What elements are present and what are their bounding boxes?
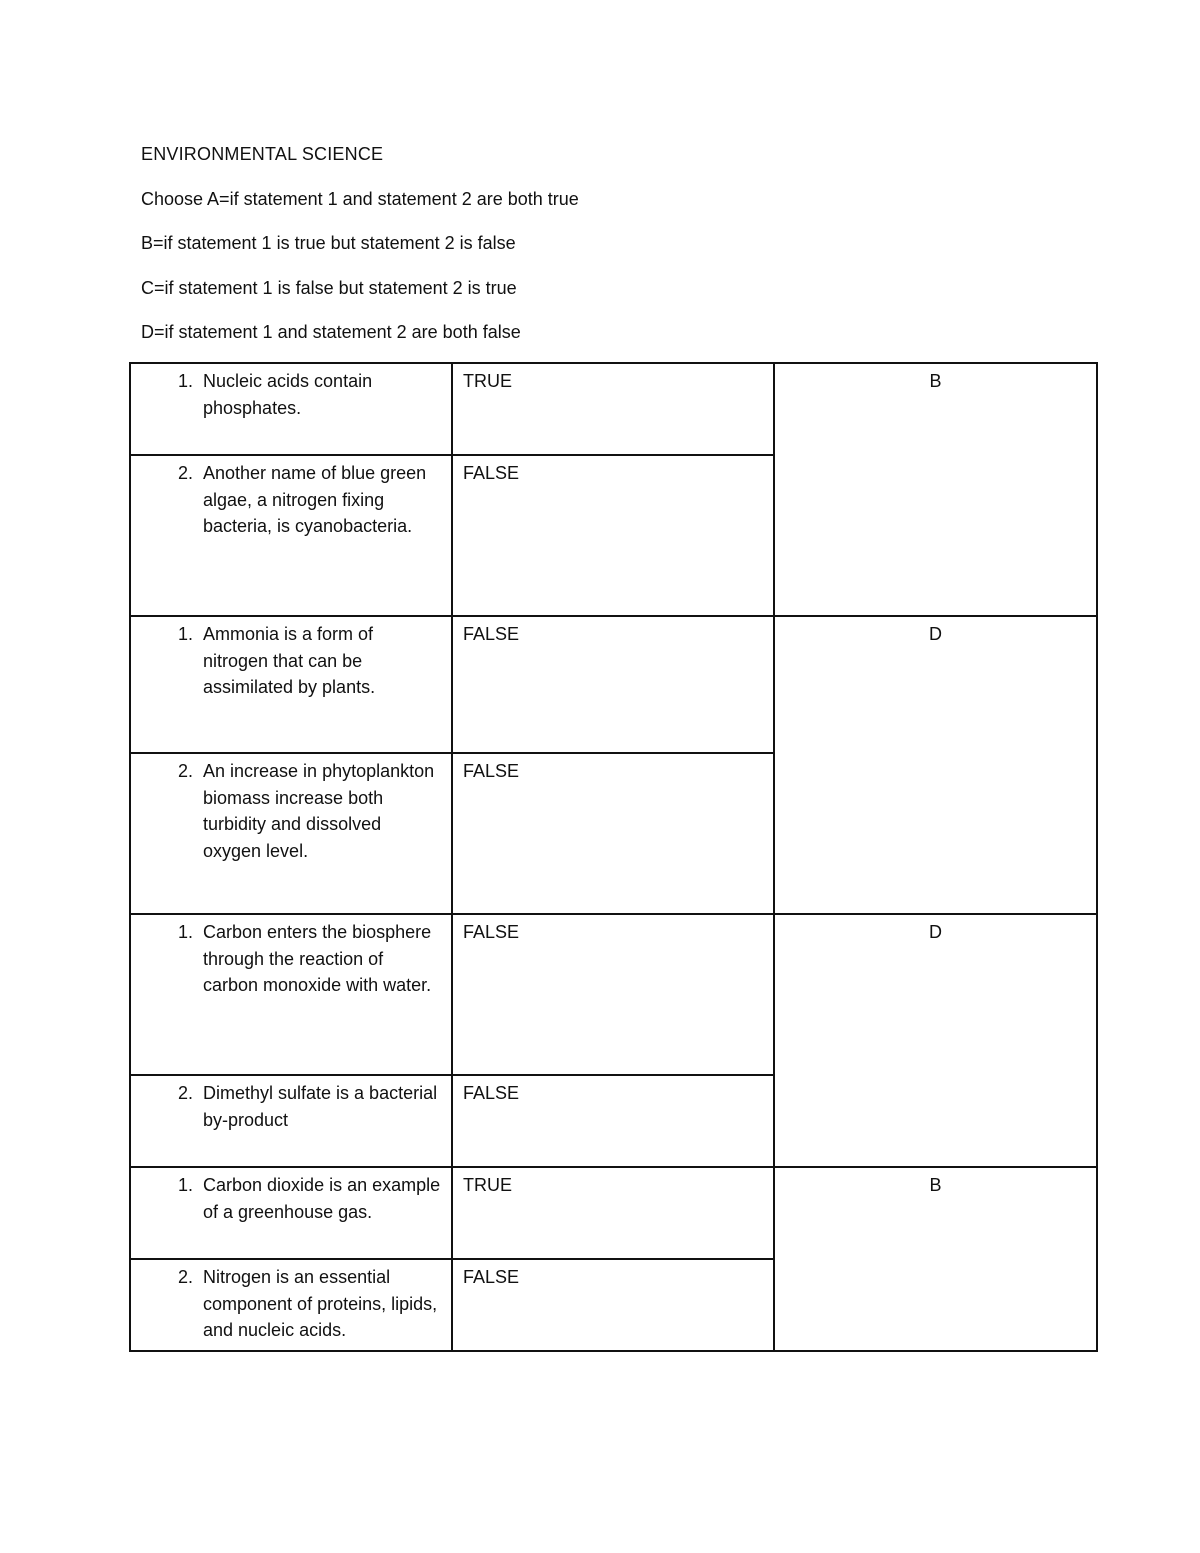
statement-cell (130, 455, 452, 616)
statement-text: Nucleic acids contain phosphates. (203, 371, 373, 418)
answer-cell (774, 1167, 1097, 1351)
statement-text: Nitrogen is an essential component of proteins, lipids, and nucleic acids. (203, 1267, 438, 1340)
truth-value: TRUE (463, 371, 512, 391)
statement-cell (130, 363, 452, 455)
statement-number: 2. (177, 463, 193, 483)
statement-number: 1. (177, 1175, 193, 1195)
statement-text: An increase in phytoplankton biomass increase both turbidity and dissolved oxygen level. (203, 761, 435, 861)
truth-value-cell (452, 1259, 774, 1351)
truth-value: TRUE (463, 1175, 512, 1195)
truth-value: FALSE (463, 1267, 520, 1287)
truth-value-cell (452, 455, 774, 616)
truth-value: FALSE (463, 624, 520, 644)
answer-cell (774, 363, 1097, 616)
statement-cell (130, 1167, 452, 1259)
table-row (130, 363, 1097, 455)
statement-text: Another name of blue green algae, a nitrogen fixing bacteria, is cyanobacteria. (203, 463, 427, 536)
answer-cell (774, 616, 1097, 914)
truth-value: FALSE (463, 922, 520, 942)
truth-value-cell (452, 616, 774, 753)
truth-value: FALSE (463, 761, 520, 781)
statement-number: 1. (177, 624, 193, 644)
truth-value-cell (452, 1075, 774, 1167)
instruction-c: C=if statement 1 is false but statement 2 is true (141, 278, 517, 298)
truth-value-cell (452, 363, 774, 455)
statement-number: 1. (177, 371, 193, 391)
statement-text: Carbon enters the biosphere through the reaction of carbon monoxide with water. (203, 922, 432, 995)
statement-cell (130, 1259, 452, 1351)
truth-value-cell (452, 753, 774, 914)
instruction-a: Choose A=if statement 1 and statement 2 are both true (141, 189, 579, 209)
answer-letter: B (929, 371, 942, 391)
answer-letter: D (929, 624, 942, 644)
statement-number: 2. (177, 761, 193, 781)
statement-cell (130, 753, 452, 914)
statement-text: Ammonia is a form of nitrogen that can be assimilated by plants. (203, 624, 376, 697)
instruction-d: D=if statement 1 and statement 2 are both false (141, 322, 521, 342)
truth-value-cell (452, 1167, 774, 1259)
instruction-b: B=if statement 1 is true but statement 2 is false (141, 233, 516, 253)
table-row (130, 1167, 1097, 1259)
truth-value: FALSE (463, 1083, 520, 1103)
question-table (129, 362, 1098, 1352)
document-title: ENVIRONMENTAL SCIENCE (141, 144, 384, 164)
answer-cell (774, 914, 1097, 1167)
truth-value-cell (452, 914, 774, 1075)
statement-cell (130, 1075, 452, 1167)
truth-value: FALSE (463, 463, 520, 483)
statement-number: 2. (177, 1267, 193, 1287)
table-row (130, 914, 1097, 1075)
statement-text: Carbon dioxide is an example of a greenhouse gas. (203, 1175, 441, 1222)
answer-letter: B (929, 1175, 942, 1195)
statement-text: Dimethyl sulfate is a bacterial by-product (203, 1083, 438, 1130)
statement-cell (130, 914, 452, 1075)
statement-cell (130, 616, 452, 753)
answer-letter: D (929, 922, 942, 942)
statement-number: 2. (177, 1083, 193, 1103)
statement-number: 1. (177, 922, 193, 942)
table-row (130, 616, 1097, 753)
